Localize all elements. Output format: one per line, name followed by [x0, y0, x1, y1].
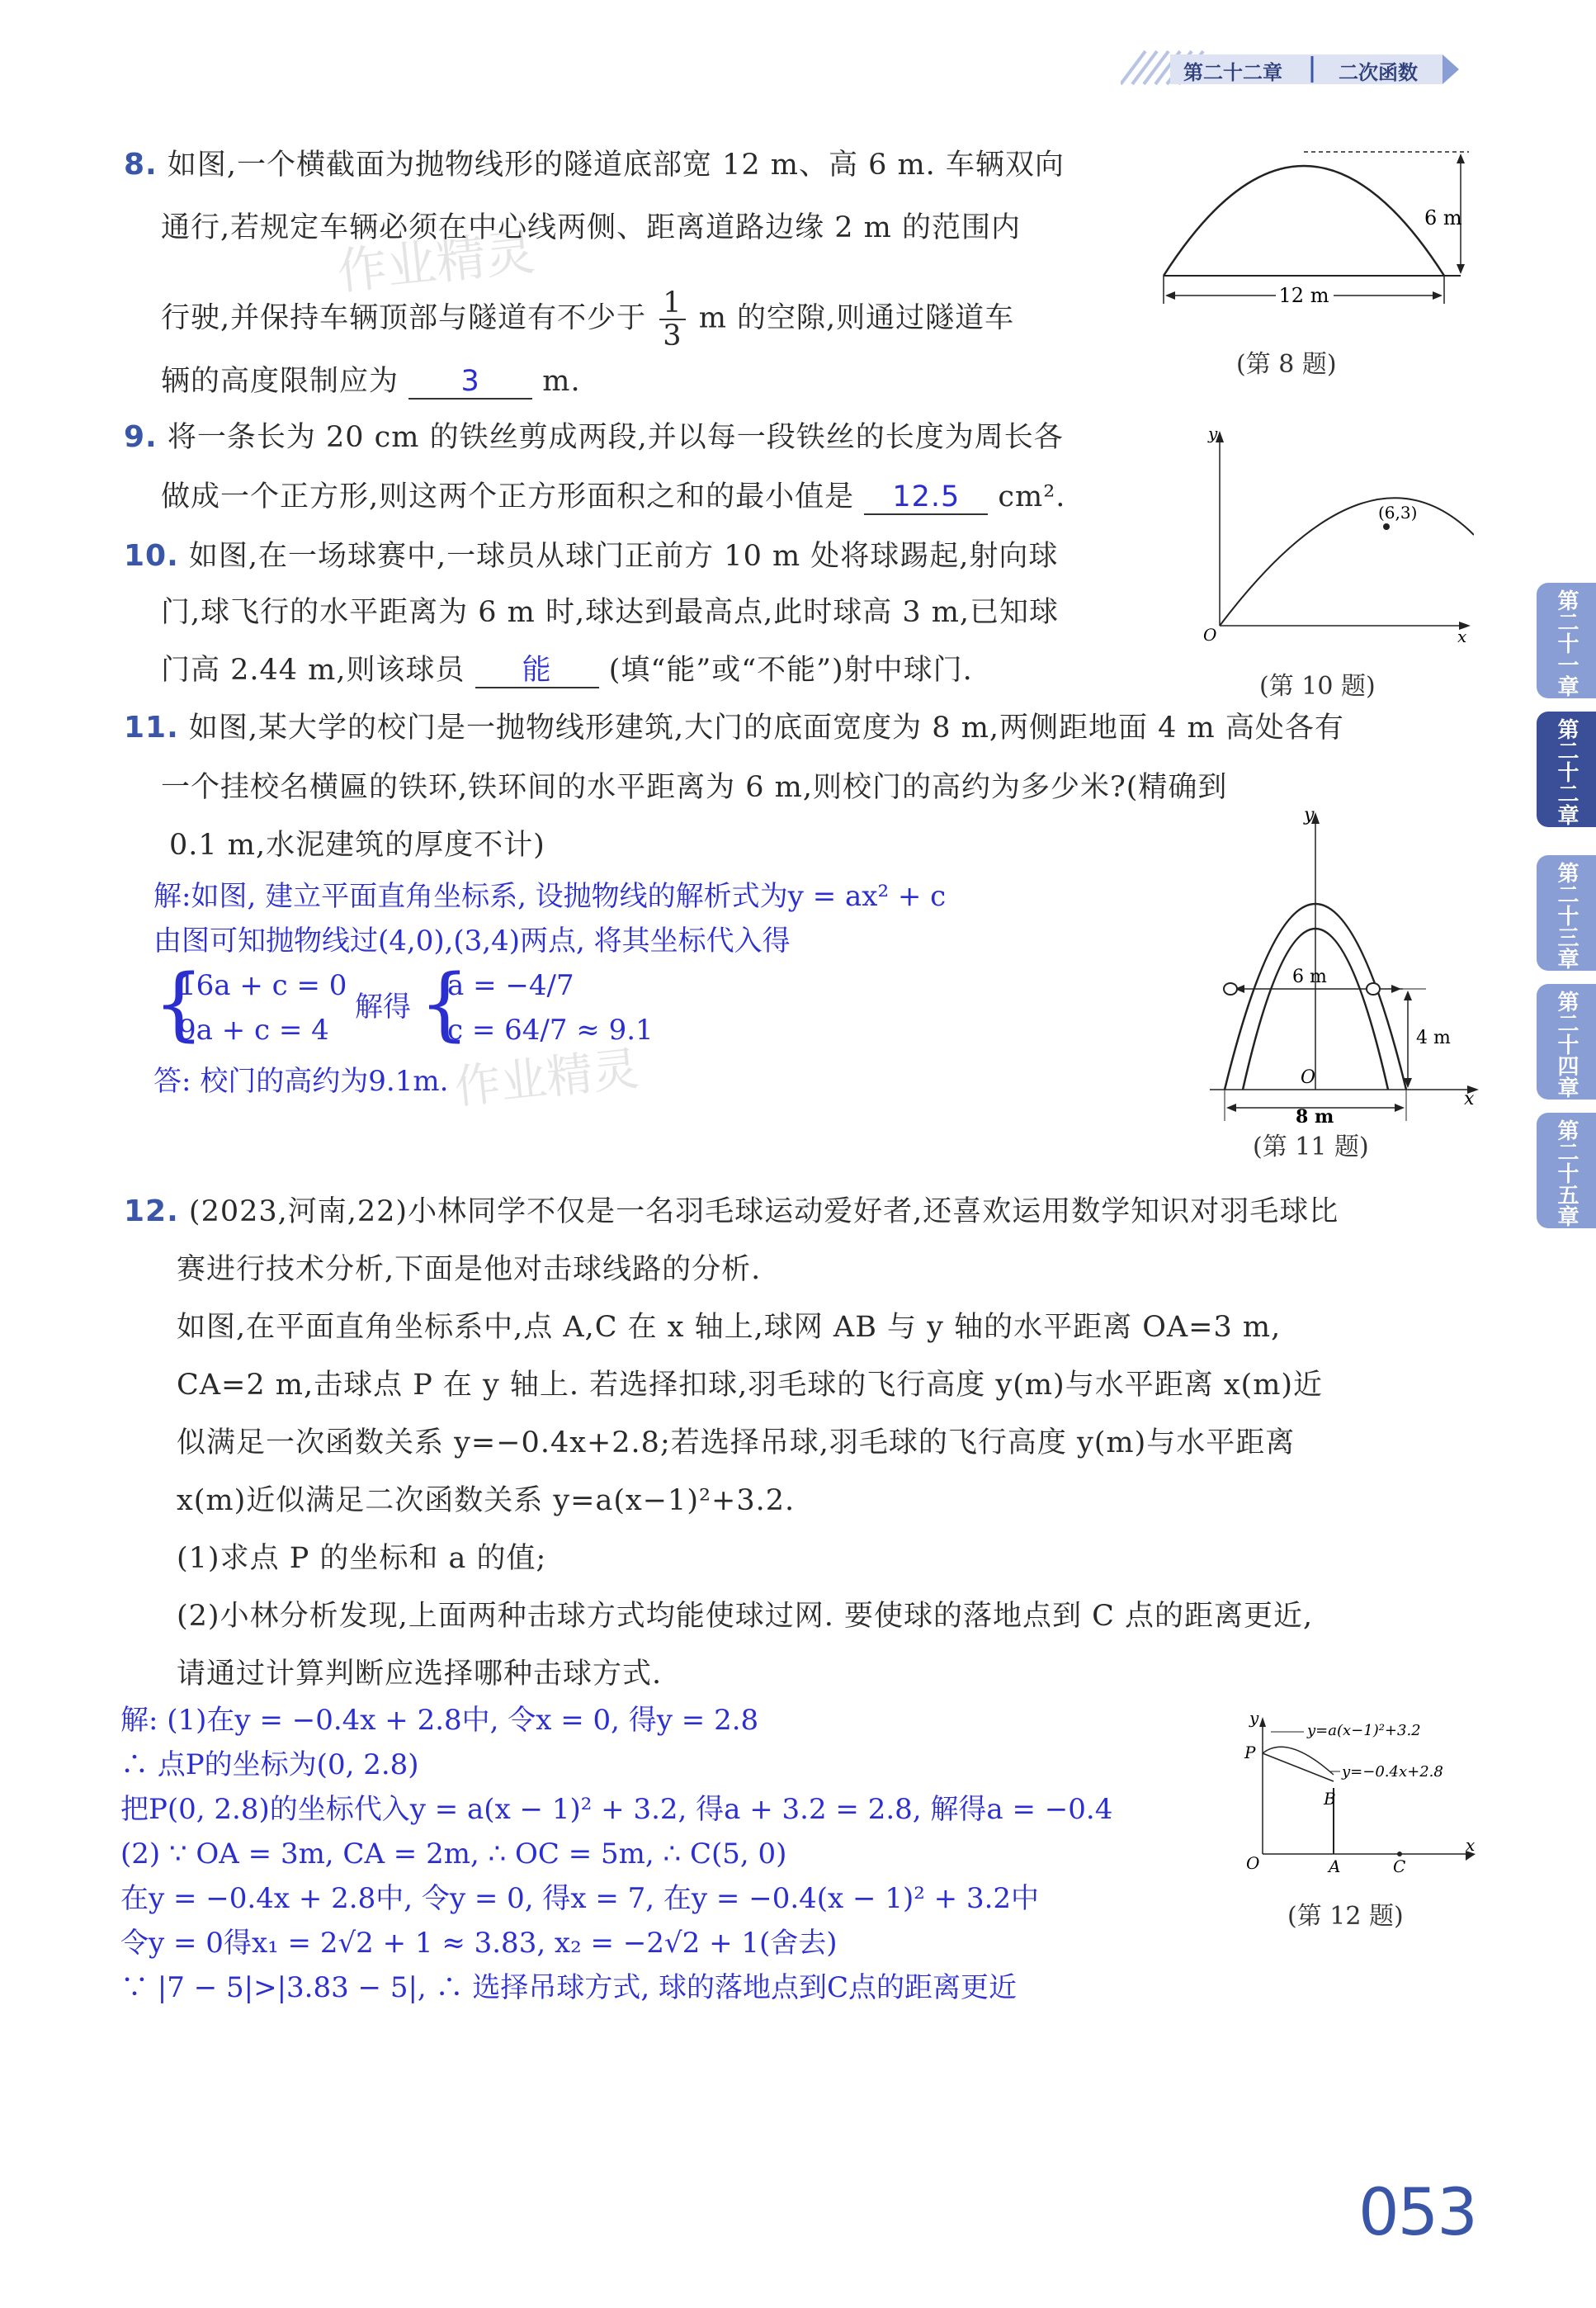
q11-4m-label: 4 m: [1416, 1028, 1451, 1048]
q11-6m-label: 6 m: [1292, 967, 1327, 987]
q12-caption: (第 12 题): [1287, 1902, 1404, 1931]
q12-line2: 赛进行技术分析,下面是他对击球线路的分析.: [177, 1253, 762, 1286]
q11-result-a: a = −4/7: [447, 969, 574, 1002]
q8-tunnel-figure: [1131, 139, 1477, 329]
q12-solution-line2: ∴ 点P的坐标为(0, 2.8): [120, 1748, 419, 1781]
q12-line6: x(m)近似满足二次函数关系 y=a(x−1)²+3.2.: [177, 1484, 796, 1517]
q8-caption: (第 8 题): [1236, 350, 1337, 379]
q12-badminton-figure: [1238, 1709, 1477, 1874]
q12-line4: CA=2 m,击球点 P 在 y 轴上. 若选择扣球,羽毛球的飞行高度 y(m)与水平距离 x(m)近: [177, 1369, 1324, 1402]
q12-solution-line3: 把P(0, 2.8)的坐标代入y = a(x − 1)² + 3.2, 得a + 3.2 = 2.8, 解得a = −0.4: [120, 1793, 1113, 1826]
tab-chapter-25[interactable]: 第二十五章: [1537, 1113, 1596, 1228]
q8-number: 8.: [124, 148, 158, 182]
q12-part2-line2: 请通过计算判断应选择哪种击球方式.: [177, 1658, 663, 1691]
q9-line1: 9. 将一条长为 20 cm 的铁丝剪成两段,并以每一段铁丝的长度为周长各: [124, 420, 1064, 454]
q12-curve-label: y=a(x−1)²+3.2: [1307, 1722, 1421, 1739]
q11-line2: 一个挂校名横匾的铁环,铁环间的水平距离为 6 m,则校门的高约为多少米?(精确到: [161, 771, 1228, 804]
q12-number: 12.: [124, 1194, 179, 1228]
q12-line1: 12. (2023,河南,22)小林同学不仅是一名羽毛球运动爱好者,还喜欢运用数学知识对羽毛球比: [124, 1194, 1339, 1228]
q11-solution-line2: 由图可知抛物线过(4,0),(3,4)两点, 将其坐标代入得: [153, 925, 791, 958]
page-number: 053: [1358, 2176, 1476, 2250]
q9-answer: 12.5: [864, 480, 988, 515]
q10-line3: 门高 2.44 m,则该球员 能 (填“能”或“不能”)射中球门.: [161, 654, 973, 687]
q10-answer: 能: [475, 654, 599, 688]
q10-x-label: x: [1457, 627, 1467, 642]
q10-y-label: y: [1208, 423, 1218, 443]
q12-c-label: C: [1393, 1856, 1406, 1874]
q11-eq1: 16a + c = 0: [178, 969, 347, 1002]
q12-part2-line1: (2)小林分析发现,上面两种击球方式均能使球过网. 要使球的落地点到 C 点的距离更近,: [177, 1600, 1314, 1633]
watermark: 作业精灵: [451, 1042, 642, 1115]
q12-y-label: y: [1249, 1709, 1259, 1728]
q10-number: 10.: [124, 539, 179, 573]
q9-line2: 做成一个正方形,则这两个正方形面积之和的最小值是 12.5 cm².: [161, 480, 1066, 513]
q11-answer-line: 答: 校门的高约为9.1m.: [153, 1065, 449, 1098]
q11-eq2: 9a + c = 4: [178, 1014, 329, 1047]
q11-caption: (第 11 题): [1253, 1133, 1369, 1161]
q8-line2: 通行,若规定车辆必须在中心线两侧、距离道路边缘 2 m 的范围内: [161, 211, 1021, 244]
q11-gate-figure: [1210, 809, 1482, 1123]
q8-answer: 3: [408, 365, 532, 400]
q12-solution-line6: 令y = 0得x₁ = 2√2 + 1 ≈ 3.83, x₂ = −2√2 + 1(舍去): [120, 1927, 838, 1960]
q8-width-label: 12 m: [1278, 284, 1329, 307]
q11-origin-label: O: [1301, 1067, 1316, 1088]
q9-number: 9.: [124, 420, 158, 454]
q12-p-label: P: [1244, 1743, 1256, 1762]
header-title: 二次函数: [1339, 61, 1418, 84]
q11-solution-line1: 解:如图, 建立平面直角坐标系, 设抛物线的解析式为y = ax² + c: [153, 880, 947, 913]
q10-line1: 10. 如图,在一场球赛中,一球员从球门正前方 10 m 处将球踢起,射向球: [124, 539, 1059, 573]
q11-line3: 0.1 m,水泥建筑的厚度不计): [169, 829, 545, 862]
tab-chapter-21[interactable]: 第二十一章: [1537, 583, 1596, 698]
q8-line1: 8. 如图,一个横截面为抛物线形的隧道底部宽 12 m、高 6 m. 车辆双向: [124, 148, 1065, 182]
q12-a-label: A: [1329, 1856, 1341, 1874]
q12-solution-line5: 在y = −0.4x + 2.8中, 令y = 0, 得x = 7, 在y = −0.4(x − 1)² + 3.2中: [120, 1882, 1040, 1915]
q8-height-label: 6 m: [1424, 206, 1462, 229]
tab-chapter-24[interactable]: 第二十四章: [1537, 984, 1596, 1100]
tab-chapter-22[interactable]: 第二十二章: [1537, 712, 1596, 827]
q12-line3: 如图,在平面直角坐标系中,点 A,C 在 x 轴上,球网 AB 与 y 轴的水平距离 OA=3 m,: [177, 1311, 1282, 1344]
q8-line4: 辆的高度限制应为 3 m.: [161, 365, 581, 398]
q10-origin-label: O: [1203, 625, 1217, 642]
q12-line-label: y=−0.4x+2.8: [1342, 1763, 1443, 1781]
q10-line2: 门,球飞行的水平距离为 6 m 时,球达到最高点,此时球高 3 m,已知球: [161, 596, 1060, 629]
q12-solution-line4: (2) ∵ OA = 3m, CA = 2m, ∴ OC = 5m, ∴ C(5, 0): [120, 1837, 787, 1871]
q12-line5: 似满足一次函数关系 y=−0.4x+2.8;若选择吊球,羽毛球的飞行高度 y(m)与水平距离: [177, 1426, 1296, 1459]
q8-fraction: $\frac{1}{3}$: [659, 287, 685, 352]
q11-number: 11.: [124, 711, 179, 745]
q11-8m-label: 8 m: [1296, 1106, 1334, 1123]
q11-solve-word: 解得: [355, 991, 411, 1024]
q11-result-c: c = 64/7 ≈ 9.1: [447, 1014, 654, 1047]
q12-x-label: x: [1466, 1835, 1476, 1855]
q10-trajectory-figure: [1202, 419, 1474, 642]
q12-solution-line1: 解: (1)在y = −0.4x + 2.8中, 令x = 0, 得y = 2.8: [120, 1704, 759, 1737]
watermark: 作业精灵: [334, 223, 538, 302]
tab-chapter-23[interactable]: 第二十三章: [1537, 855, 1596, 971]
q12-origin-label: O: [1246, 1853, 1260, 1873]
q11-line1: 11. 如图,某大学的校门是一抛物线形建筑,大门的底面宽度为 8 m,两侧距地面 4 m 高处各有: [124, 711, 1344, 745]
q12-solution-line7: ∵ |7 − 5|>|3.83 − 5|, ∴ 选择吊球方式, 球的落地点到C点的距离更近: [120, 1971, 1017, 2004]
q11-x-label: x: [1464, 1089, 1475, 1109]
header-banner: [1121, 48, 1467, 91]
q10-caption: (第 10 题): [1259, 672, 1376, 701]
q11-y-label: y: [1304, 809, 1315, 825]
q12-part1: (1)求点 P 的坐标和 a 的值;: [177, 1542, 547, 1575]
q8-line3: 行驶,并保持车辆顶部与隧道有不少于 $\frac{1}{3}$ m 的空隙,则通过隧道车: [161, 286, 1015, 352]
header-chapter: 第二十二章: [1183, 61, 1282, 84]
q10-vertex-label: (6,3): [1378, 503, 1418, 523]
q12-b-label: B: [1324, 1789, 1336, 1809]
